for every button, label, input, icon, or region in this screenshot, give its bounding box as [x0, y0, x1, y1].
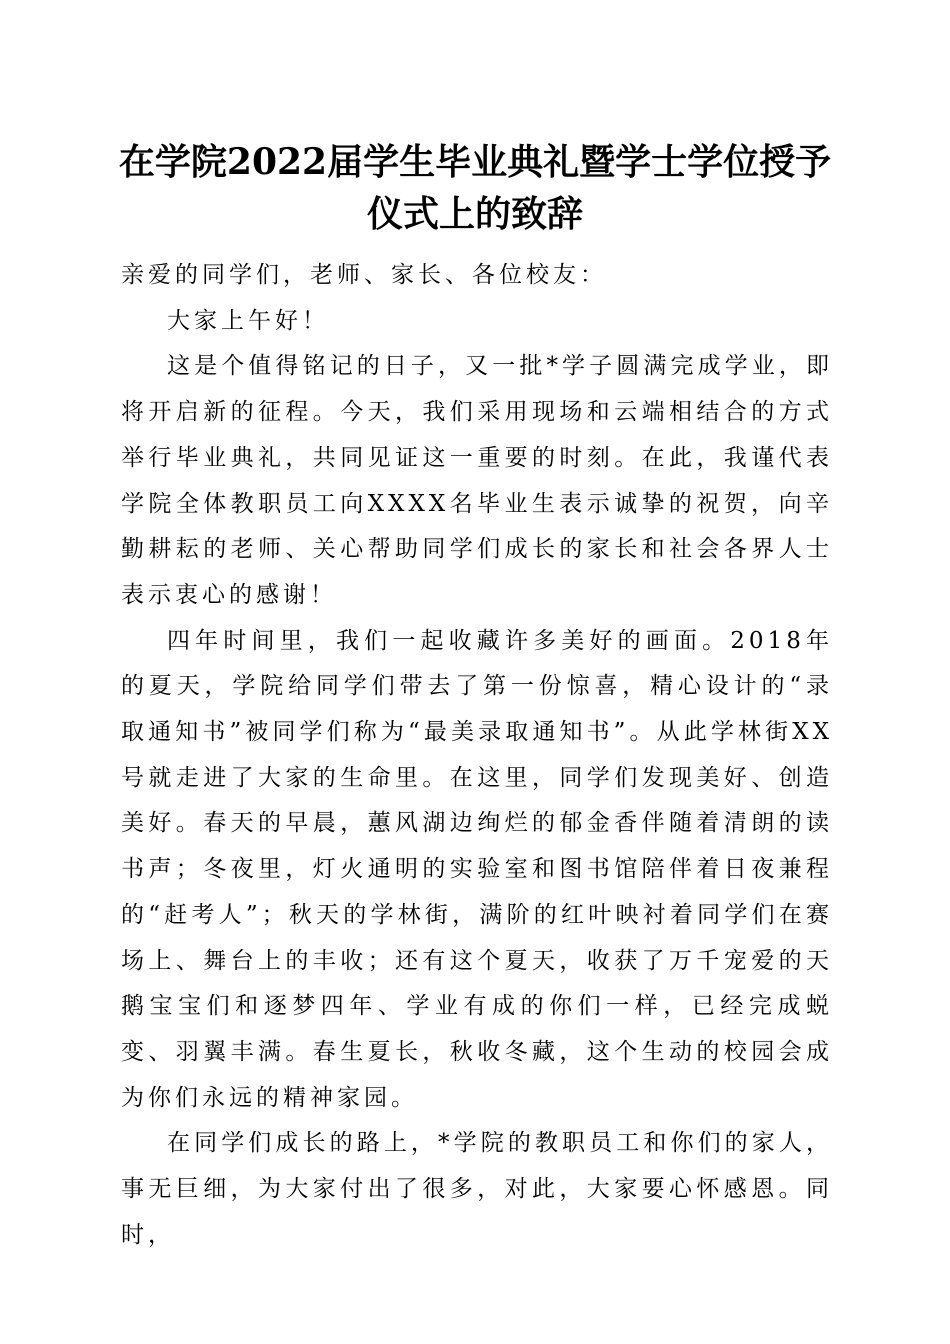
document-body [121, 253, 833, 1258]
title-line-2: 仪式上的致辞 [366, 193, 583, 235]
title-line-1: 在学院2022届学生毕业典礼暨学士学位授予 [118, 141, 832, 183]
paragraph-3: 在同学们成长的路上，*学院的教职员工和你们的家人，事无巨细，为大家付出了很多，对此，大家要心怀感恩。同时， [121, 1130, 833, 1248]
paragraph-2: 四年时间里，我们一起收藏许多美好的画面。2018年的夏天，学院给同学们带去了第一份惊喜，精心设计的“录取通知书”被同学们称为“最美录取通知书”。从此学林街XX号就走进了大家的生命里。在这里，同学们发现美好、创造美好。春天的早晨，蕙风湖边绚烂的郁金香伴随着清朗的读书声；冬夜里，灯火通明的实验室和图书馆陪伴着日夜兼程的“赶考人”；秋天的学林街，满阶的红叶映衬着同学们在赛场上、舞台上的丰收；还有这个夏天，收获了万千宠爱的天鹅宝宝们和逐梦四年、学业有成的你们一样，已经完成蜕变、羽翼丰满。春生夏长，秋收冬藏，这个生动的校园会成为你们永远的精神家园。 [121, 627, 833, 1111]
document-title [110, 136, 840, 240]
salutation: 亲爱的同学们，老师、家长、各位校友： [121, 262, 607, 288]
greeting: 大家上午好！ [167, 307, 329, 334]
paragraph-1: 这是个值得铭记的日子，又一批*学子圆满完成学业，即将开启新的征程。今天，我们采用现场和云端相结合的方式举行毕业典礼，共同见证这一重要的时刻。在此，我谨代表学院全体教职员工向XXXX名毕业生表示诚挚的祝贺，向辛勤耕耘的老师、关心帮助同学们成长的家长和社会各界人士表示衷心的感谢！ [121, 353, 833, 608]
